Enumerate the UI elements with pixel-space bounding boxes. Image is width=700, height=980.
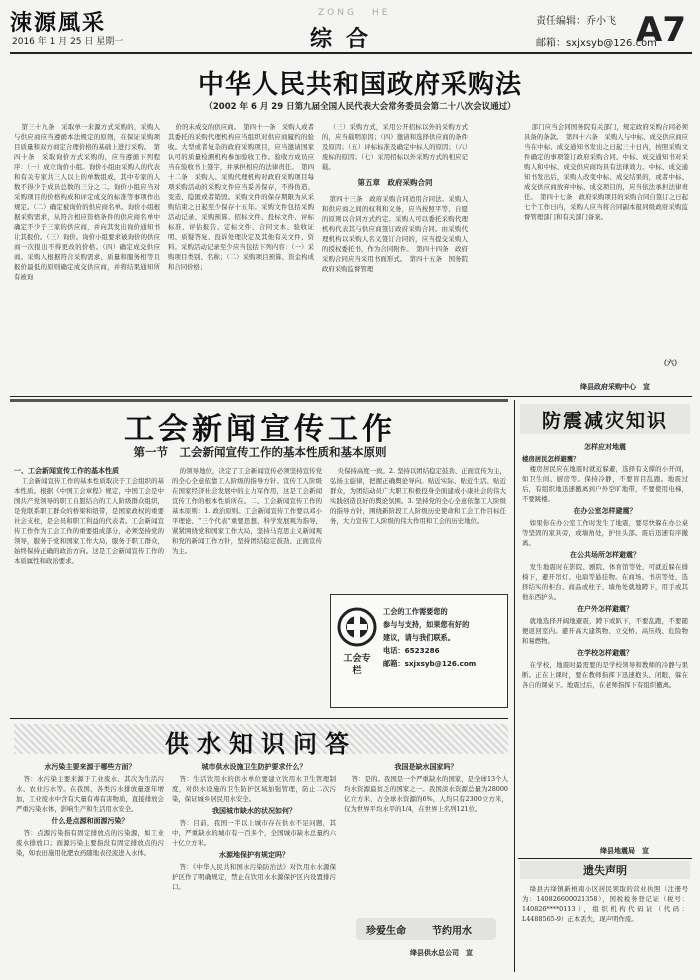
water-slogan-left: 珍爱生命 [366, 926, 406, 937]
law-text-2: 价的未成交的供应商。 第四十一条 采购人或者其委托的采购代理机构应当组织对供应商履约的验收。大型或者复杂的政府采购项目，应当邀请国家认可的质量检测机构参加验收工作。验收方成员应当在验收书上签字，并承担相应的法律责任。 第四十二条 采购人、采购代理机构对政府采购项目每项采购活动的采购文件应当妥善保存，不得伪造、变造、隐匿或者销毁。采购文件的保存期限为从采购结束之日起至少保存十五年。采购文件包括采购活动记录、采购预算、招标文件、投标文件、评标标准、评估报告、定标文件、合同文本、验收证明、质疑答复、投诉处理决定及其他有关文件、资料。采购活动记录至少应当包括下列内容：（一）采购项目类别、名称；（二）采购项目预算、资金构成和合同价格； [168, 123, 314, 271]
quake-q2: 在办公室怎样避震？ [573, 506, 637, 515]
law-column-4 [524, 122, 688, 354]
water-slogan [356, 918, 496, 940]
union-text-3: 央保持高度一致。2. 坚持以团结稳定鼓劲、正面宣传为主，弘扬主旋律，把握正确舆论导向。贴近实际、贴近生活、贴近群众，为团结动员广大职工积极投身全面建成小康社会的伟大实践创造良好的舆论氛围。3. 坚持党的全心全意依靠工人阶级的指导方针，围绕新阶段工人阶级历史使命和工会工作目标任务，大力宣传工人阶级的伟大作用和工会的历史地位。 [330, 467, 506, 525]
union-ad-line-1: 工会的工作需要您的 [383, 607, 448, 616]
section-pinyin-right: HE [372, 8, 391, 18]
water-a4: 答：目前，我国一半以上城市存在供水不足问题，其中，严重缺水的城市有一百多个，全国城市缺水总量约六十亿立方米。 [172, 819, 336, 847]
section-name: 综合 [310, 26, 383, 52]
union-column-3 [330, 466, 506, 586]
water-source: 绛县供水总公司 宣 [410, 948, 473, 957]
water-title: 供水知识问答 [165, 729, 357, 758]
union-text-2: 的领导地位，决定了工会新闻宣传必须坚持宣传党的全心全意依靠工人阶级的指导方针。宣传工人阶级在国家经济社会发展中的主力军作用，这是工会新闻宣传工作的根本性质所在。二、工会新闻宣传工作的基本原则：1. 政治原则。工会新闻宣传工作要以邓小平理论、“三个代表”重要思想、科学发展观为指导，紧紧围绕党和国家工作大局，坚持马克思主义新闻观和党的新闻工作方针，坚持团结稳定鼓劲、正面宣传为主。 [172, 467, 322, 555]
law-subtitle: （2002 年 6 月 29 日第九届全国人民代表大会常务委员会第二十八次会议通过） [204, 102, 516, 112]
union-ad-box [330, 594, 508, 708]
quake-a1: 楼房居民应在地震时就近躲避，选择有支撑的小开间，如卫生间、厨房等。保持冷静，不要盲目乱跑。地震过后，有组织地迅速撤离到户外空旷地带，不要使用电梯，不要跳楼。 [522, 465, 688, 503]
water-q3: 城市供水设施卫生防护要求什么？ [201, 762, 307, 771]
water-a1: 答：水污染主要来源于工业废水、其次为生活污水、农业污水等。在我国，各类污水排放量逐年增加，工业废水中含有大量有毒有害物质，直接排放会严重污染水体，影响生产和生活用水安全。 [16, 775, 164, 813]
notice-text: 绛县古绛镇新梧南小区居民领取的营业执照（注册号为：140826600021358），国税税务登记证（税号：140826****0113），组织机构代码证（代码：L4488565-9）正本丢失，现声明作废。 [522, 885, 688, 923]
union-top-band [10, 399, 508, 402]
quake-a5: 在学校，地震时最需要的是学校领导和教师的冷静与果断。正在上课时，要在教师指挥下迅速抱头、闭眼，躲在各自的课桌下。地震过后，在老师指挥下有组织撤离。 [522, 661, 688, 689]
union-heading-1: 一、工会新闻宣传工作的基本性质 [14, 466, 119, 475]
water-q1: 水污染主要来源于哪些方面？ [44, 762, 136, 771]
quake-title: 防震减灾知识 [541, 410, 668, 432]
union-column-2 [172, 466, 322, 716]
water-slogan-right: 节约用水 [432, 926, 472, 937]
quake-a3: 发生地震时在影院、剧院、体育馆等处，可就近躲在排椅下，避开吊灯、电扇等悬挂物。在商场、书店等处，选择结实的柜台、商品或柱子、墙角处就地蹲下，用手或其他东西护头。 [522, 563, 688, 601]
union-subtitle: 第一节 工会新闻宣传工作的基本性质和基本原则 [133, 445, 387, 459]
law-text-4: 部门应当会同国务院有关部门，规定政府采购合同必须具备的条款。 第四十六条 采购人与中标、成交供应商应当在中标、成交通知书发出之日起三十日内，按照采购文件确定的事项签订政府采购合同。中标、成交通知书对采购人和中标、成交供应商均具有法律效力。中标、成交通知书发出后，采购人改变中标、成交结果的，或者中标、成交供应商放弃中标、成交项目的，应当依法承担法律责任。 第四十七条 政府采购项目的采购合同自签订之日起七个工作日内，采购人应当将合同副本报同级政府采购监督管理部门和有关部门备案。 [524, 123, 688, 221]
quake-q3: 在公共场所怎样避震？ [570, 550, 640, 559]
union-ad-label: 工会专栏 [343, 654, 371, 676]
quake-q4: 在户外怎样避震？ [577, 604, 633, 613]
union-ad-phone: 电话：6523286 [383, 646, 440, 655]
header-rule [10, 52, 692, 54]
water-a5: 答：《中华人民共和国水污染防治法》对饮用水水源保护区作了明确规定，禁止在饮用水水源保护区内设置排污口。 [172, 863, 336, 891]
law-column-3 [322, 122, 468, 377]
union-ad-line-3: 建议，请与我们联系。 [383, 633, 455, 642]
quake-divider [514, 400, 515, 972]
law-text-3b: 第四十三条 政府采购合同适用合同法。采购人和供应商之间的权利和义务，应当按照平等、自愿的原则以合同方式约定。采购人可以委托采购代理机构代表其与供应商签订政府采购合同。由采购代理机构以采购人名义签订合同的，应当提交采购人的授权委托书，作为合同附件。 第四十四条 政府采购合同应当采用书面形式。 第四十五条 国务院政府采购监督管理 [322, 195, 468, 273]
law-chapter-heading: 第五章 政府采购合同 [357, 178, 433, 187]
notice-body [522, 884, 688, 970]
quake-body [522, 440, 688, 840]
water-q6: 我国是缺水国家吗？ [394, 762, 458, 771]
union-bottom-rule [10, 718, 508, 719]
union-logo-icon [337, 607, 377, 647]
law-continued: （六） [660, 358, 681, 367]
notice-title: 遗失声明 [583, 864, 627, 877]
section-pinyin-left: ZONG [318, 8, 357, 18]
law-source: 绛县政府采购中心 宣 [580, 382, 650, 391]
law-title: 中华人民共和国政府采购法 [197, 70, 522, 100]
law-text-3: （三）采购方式，采用公开招标以外的采购方式的，应当载明原因；（四）邀请和选择供应商的条件及原因；（五）评标标准及确定中标人的原因；（六）废标的原因；（七）采用招标以外采购方式的相应记载。 [322, 123, 468, 171]
quake-source: 绛县地震局 宣 [600, 846, 649, 855]
law-text-1: 第三十九条 采取单一来源方式采购的，采购人与供应商应当遵循本法规定的原则，在保证采购项目质量和双方商定合理价格的基础上进行采购。 第四十条 采取询价方式采购的，应当遵循下列程序：（一）成立询价小组。询价小组由采购人的代表和有关专家共三人以上的单数组成，其中专家的人数不得少于成员总数的三分之二。询价小组应当对采购项目的价格构成和评定成交的标准等事项作出规定。（二）确定被询价的供应商名单。询价小组根据采购需求，从符合相应资格条件的供应商名单中确定不少于三家的供应商，并向其发出询价通知书让其报价。（三）询价。询价小组要求被询价的供应商一次报出不得更改的价格。（四）确定成交供应商。采购人根据符合采购需求、质量和服务相等且报价最低的原则确定成交供应商，并将结果通知所有被询 [14, 123, 160, 281]
law-column-2 [168, 122, 314, 377]
water-q2: 什么是点源和面源污染？ [51, 816, 129, 825]
union-text-1: 工会新闻宣传工作的基本性质取决于工会组织的基本性质。根据《中国工会章程》规定，中国工会是中国共产党领导的职工自愿结合的工人阶级群众组织，是党联系职工群众的桥梁和纽带，是国家政权的重要社会支柱，是会员和职工利益的代表者。工会新闻宣传工作作为工会工作的重要组成部分，必须坚持党的领导，服务于党和国家工作大局，服务于职工群众，始终保持正确的政治方向。这是工会新闻宣传工作的本质属性和政治要求。 [14, 477, 164, 565]
union-ad-line-2: 参与与支持，如果您有好的 [383, 620, 470, 629]
union-title: 工会新闻宣传工作 [124, 412, 396, 447]
editor-email: 邮箱：sxjxsyb@126.com [536, 38, 657, 49]
issue-date: 2016 年 1 月 25 日 星期一 [12, 37, 124, 47]
quake-a2: 如果你在办公室工作时发生了地震，要尽快躲在办公桌等坚固的家具旁，或墙角处，护住头部。震后迅速有序撤离。 [522, 519, 688, 547]
editor-name: 责任编辑：乔小飞 [536, 16, 616, 27]
water-a2: 答：点源污染指有固定排放点的污染源，如工业废水排放口；面源污染主要指没有固定排放点的污染，如农田施用化肥农药随地表径流进入水体。 [16, 829, 164, 857]
law-bottom-rule [10, 396, 692, 397]
quake-a4: 就地选择开阔地避震，蹲下或趴下，不要乱跑，不要随便返回室内。避开高大建筑物、立交桥、高压线、危险物和易燃物。 [522, 617, 688, 645]
water-column-3 [344, 760, 508, 908]
quake-heading: 怎样应对地震 [584, 442, 626, 451]
water-a3: 答：生活饮用水的供水单位要建立饮用水卫生管理制度，对供水设施的卫生防护区域加强管理，防止二次污染，保证城乡居民用水安全。 [172, 775, 336, 803]
water-q4: 我国城市缺水的状况如何？ [212, 806, 296, 815]
water-q5: 水源地保护有规定吗？ [219, 850, 289, 859]
water-a6: 答：是的。我国是一个严重缺水的国家，是全球13个人均水资源最贫乏的国家之一。我国淡水资源总量为28000亿立方米，占全球水资源的6%，人均只有2300立方米，仅为世界平均水平的1/4，在世界上名列121位。 [344, 775, 508, 813]
union-ad-text [383, 605, 503, 670]
quake-q1: 楼房居民怎样避震？ [522, 455, 580, 463]
union-ad-email: 邮箱：sxjxsyb@126.com [383, 659, 477, 668]
quake-q5: 在学校怎样避震？ [577, 648, 633, 657]
union-column-1 [14, 466, 164, 716]
notice-rule [518, 858, 692, 859]
water-column-1 [16, 760, 164, 972]
water-column-2 [172, 760, 336, 972]
page-number: A7 [636, 10, 686, 50]
law-column-1 [14, 122, 160, 377]
masthead-logo: 涑源風采 [10, 10, 107, 36]
